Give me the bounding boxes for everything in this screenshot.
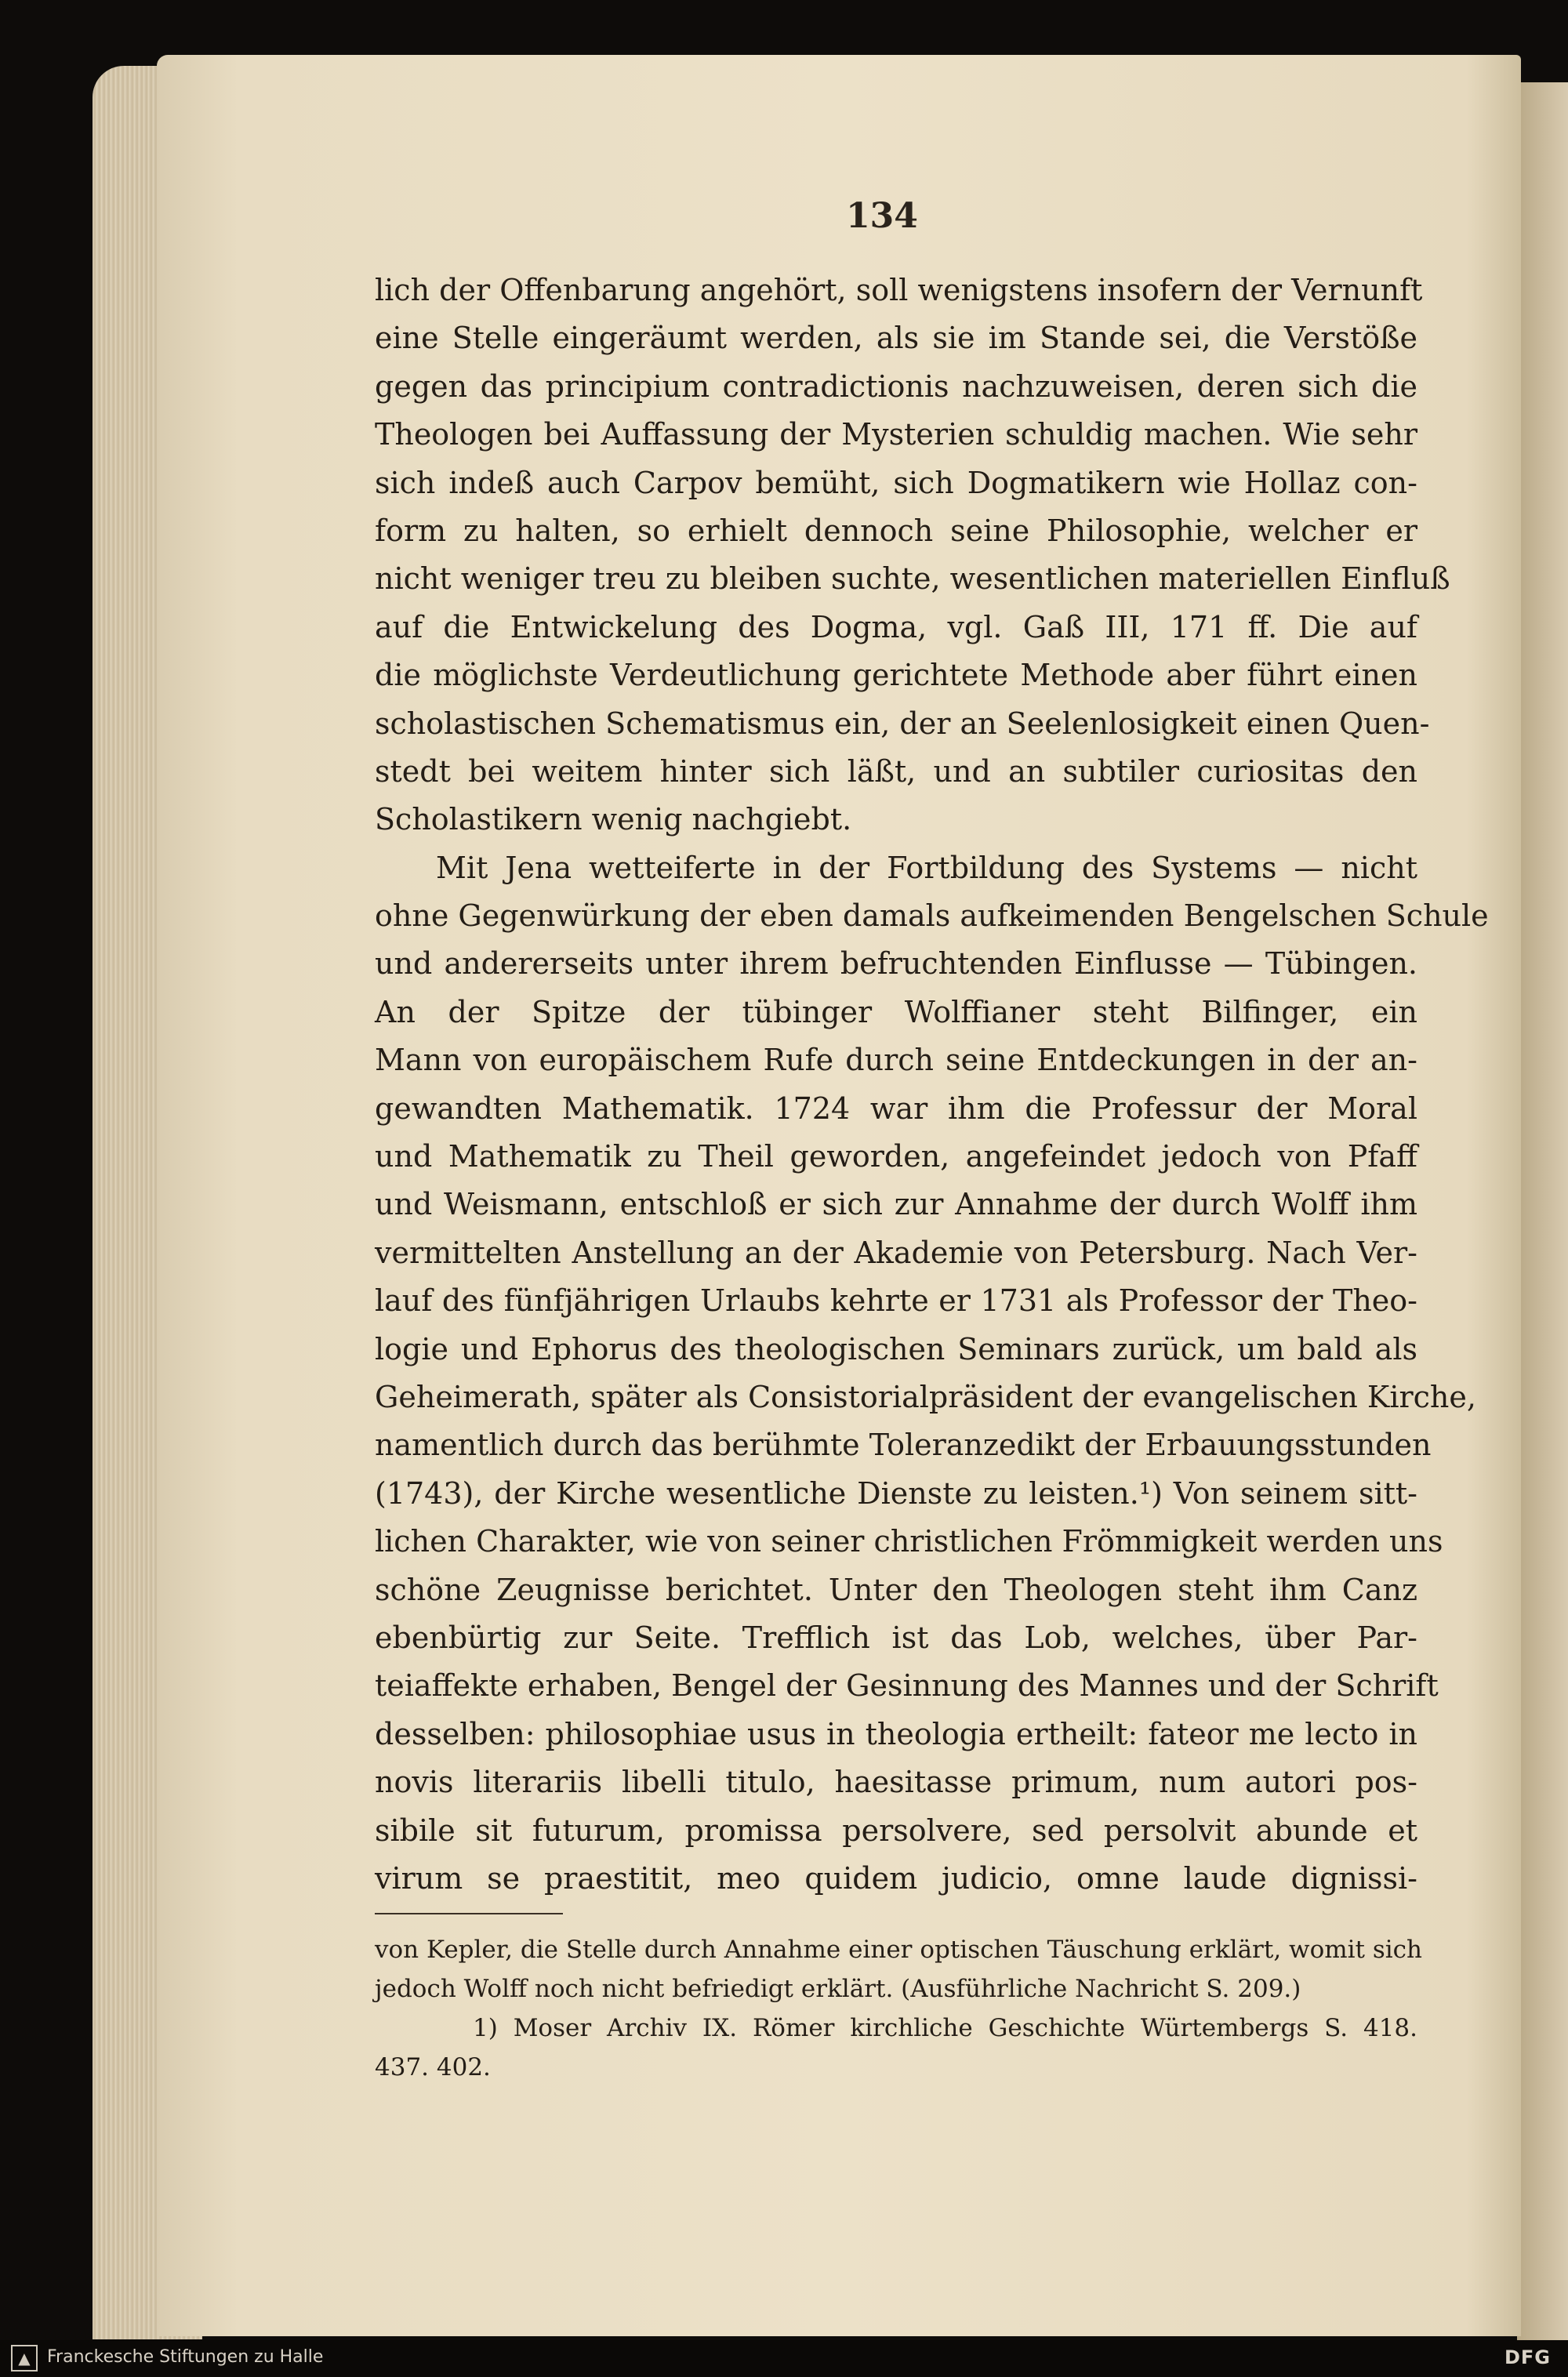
text-line: Mann von europäischem Rufe durch seine Entdeckungen in der an-: [375, 1043, 1417, 1078]
text-line: und andererseits unter ihrem befruchtenden Einflusse — Tübingen.: [375, 946, 1417, 982]
institution-logo-icon: ▲: [11, 2345, 38, 2372]
text-line: lauf des fünfjährigen Urlaubs kehrte er 1731 als Professor der Theo-: [375, 1283, 1417, 1319]
page-number: 134: [846, 196, 918, 236]
footnote-line: jedoch Wolff noch nicht befriedigt erklärt. (Ausführliche Nachricht S. 209.): [375, 1975, 1301, 2003]
text-line: und Weismann, entschloß er sich zur Annahme der durch Wolff ihm: [375, 1187, 1417, 1222]
text-line: (1743), der Kirche wesentliche Dienste zu leisten.¹) Von seinem sitt-: [375, 1475, 1417, 1511]
text-line: scholastischen Schematismus ein, der an Seelenlosigkeit einen Quen-: [375, 706, 1430, 741]
text-line: lichen Charakter, wie von seiner christlichen Frömmigkeit werden uns: [375, 1524, 1443, 1559]
text-line: form zu halten, so erhielt dennoch seine Philosophie, welcher er: [375, 513, 1417, 548]
text-line: auf die Entwickelung des Dogma, vgl. Gaß III, 171 ff. Die auf: [375, 609, 1417, 644]
text-line: ohne Gegenwürkung der eben damals aufkeimenden Bengelschen Schule: [375, 898, 1489, 934]
text-line: Scholastikern wenig nachgiebt.: [375, 802, 852, 837]
footnote-divider: [375, 1913, 563, 1914]
text-line: sich indeß auch Carpov bemüht, sich Dogmatikern wie Hollaz con-: [375, 465, 1417, 500]
text-line: virum se praestitit, meo quidem judicio, omne laude dignissi-: [375, 1860, 1417, 1896]
footnotes: [375, 1930, 1423, 2087]
text-line: An der Spitze der tübinger Wolffianer steht Bilfinger, ein: [375, 994, 1417, 1029]
text-line: und Mathematik zu Theil geworden, angefeindet jedoch von Pfaff: [375, 1139, 1417, 1174]
text-line: die möglichste Verdeutlichung gerichtete Methode aber führt einen: [375, 658, 1417, 693]
text-line: stedt bei weitem hinter sich läßt, und an subtiler curiositas den: [375, 753, 1417, 789]
body-text: [375, 267, 1489, 1903]
text-line: namentlich durch das berühmte Toleranzedikt der Erbauungsstunden: [375, 1428, 1432, 1463]
text-line: vermittelten Anstellung an der Akademie von Petersburg. Nach Ver-: [375, 1235, 1417, 1270]
text-line: desselben: philosophiae usus in theologia ertheilt: fateor me lecto in: [375, 1716, 1417, 1751]
facing-page-edge: [1517, 82, 1568, 2340]
viewer-footer: [0, 2340, 1568, 2377]
footnote-line: von Kepler, die Stelle durch Annahme einer optischen Täuschung erklärt, womit sich: [375, 1936, 1423, 1964]
text-line: eine Stelle eingeräumt werden, als sie im Stande sei, die Verstöße: [375, 321, 1417, 356]
text-line: schöne Zeugnisse berichtet. Unter den Theologen steht ihm Canz: [375, 1572, 1417, 1607]
text-line: gegen das principium contradictionis nachzuweisen, deren sich die: [375, 368, 1417, 404]
text-line: gewandten Mathematik. 1724 war ihm die Professur der Moral: [375, 1091, 1417, 1126]
text-line: Mit Jena wetteiferte in der Fortbildung des Systems — nicht: [436, 850, 1417, 885]
text-line: novis literariis libelli titulo, haesitasse primum, num autori pos-: [375, 1765, 1417, 1800]
text-line: Theologen bei Auffassung der Mysterien schuldig machen. Wie sehr: [375, 417, 1417, 452]
text-line: Geheimerath, später als Consistorialpräsident der evangelischen Kirche,: [375, 1379, 1476, 1414]
dfg-logo: DFG: [1504, 2346, 1551, 2368]
text-line: ebenbürtig zur Seite. Trefflich ist das Lob, welches, über Par-: [375, 1620, 1417, 1655]
text-line: teiaffekte erhaben, Bengel der Gesinnung des Mannes und der Schrift: [375, 1668, 1439, 1704]
footnote-line: 1) Moser Archiv IX. Römer kirchliche Geschichte Würtembergs S. 418.: [473, 2014, 1417, 2042]
institution-name: Franckesche Stiftungen zu Halle: [47, 2347, 324, 2367]
footnote-line: 437. 402.: [375, 2053, 491, 2081]
text-line: lich der Offenbarung angehört, soll wenigstens insofern der Vernunft: [375, 273, 1423, 307]
text-line: logie und Ephorus des theologischen Seminars zurück, um bald als: [375, 1331, 1417, 1366]
text-line: sibile sit futurum, promissa persolvere, sed persolvit abunde et: [375, 1813, 1417, 1848]
text-line: nicht weniger treu zu bleiben suchte, wesentlichen materiellen Einfluß: [375, 561, 1450, 597]
